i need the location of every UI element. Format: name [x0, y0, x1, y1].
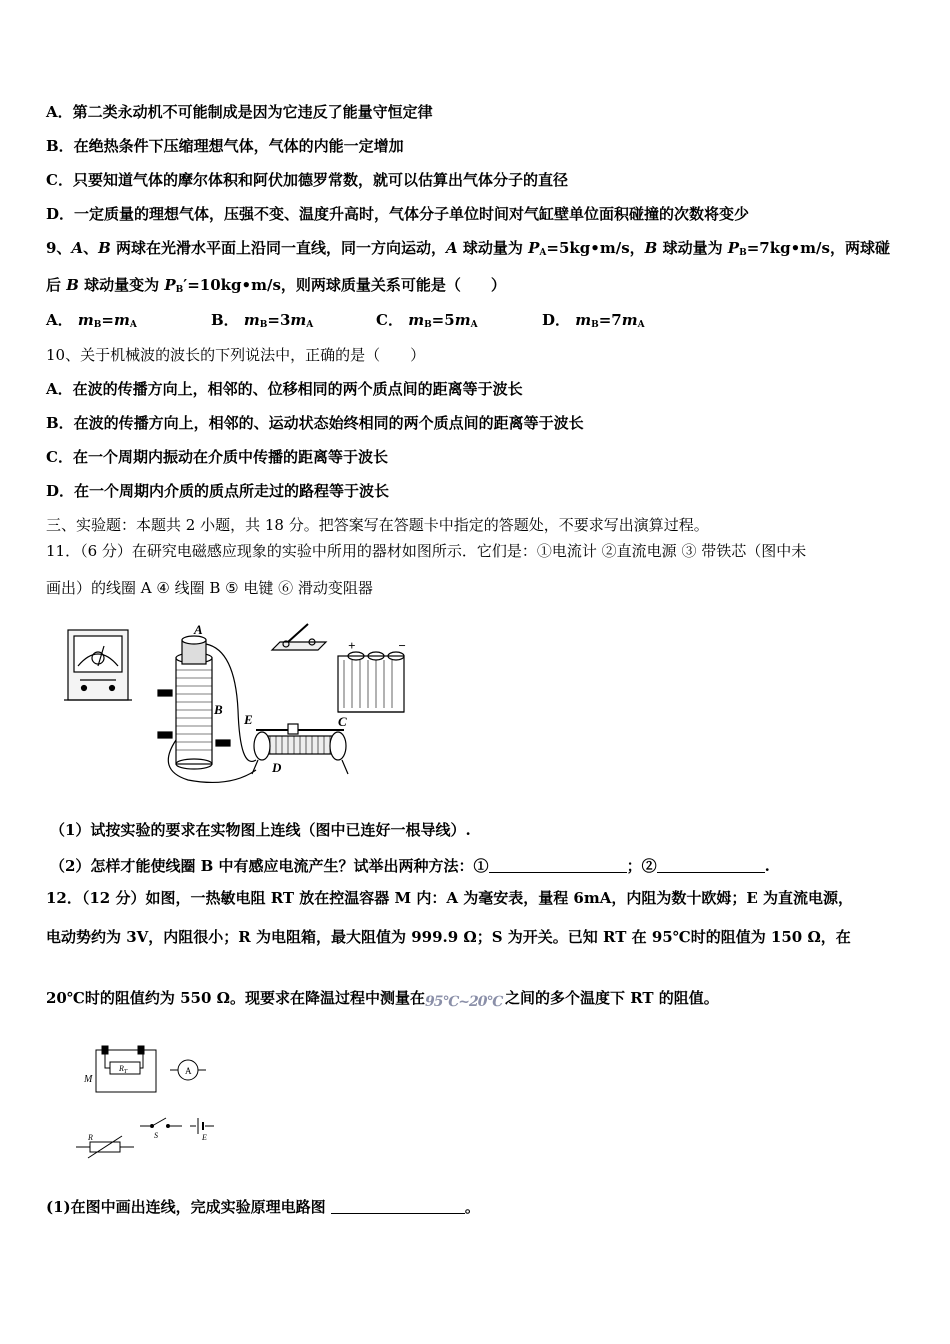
label-m: M	[84, 1074, 93, 1085]
q11-sub1: （1）试按实验的要求在实物图上连线（图中已连好一根导线）.	[50, 821, 471, 839]
q11-apparatus-figure	[60, 620, 420, 790]
mass-sub: A	[470, 320, 478, 330]
q9-ball-a-2: A	[446, 239, 458, 257]
q11-stem-line1: 11．（6 分）在研究电磁感应现象的实验中所用的器材如图所示．它们是：①电流计 ②直流电源 ③ 带铁芯（图中未	[46, 542, 807, 560]
q9-line2-a: 后	[46, 276, 67, 294]
q9-option-c	[376, 310, 542, 335]
q8-option-d: D．一定质量的理想气体，压强不变、温度升高时，气体分子单位时间对气缸壁单位面积碰撞的次数将变少	[46, 205, 750, 223]
label-rt-main: R	[119, 1064, 124, 1073]
label-rt	[118, 1064, 128, 1075]
q9-text-1: 两球在光滑水平面上沿同一直线，同一方向运动，	[110, 239, 447, 257]
q9-stem-line1	[46, 238, 890, 263]
mass-symbol: m	[243, 311, 260, 329]
label-minus: −	[398, 638, 406, 653]
mass-symbol: m	[77, 311, 94, 329]
q9-p-b-final-sub: B	[175, 285, 184, 295]
label-e: E	[202, 1133, 207, 1142]
q9-line2-c: ′=10kg•m/s，则两球质量关系可能是（ ）	[183, 276, 506, 294]
coil-a-b-icon	[158, 636, 256, 782]
q12-sub1-end: 。	[464, 1198, 480, 1216]
mass-symbol: m	[575, 311, 592, 329]
q9-ball-b-2: B	[644, 239, 658, 257]
answer-blank-3[interactable]	[331, 1199, 465, 1214]
battery-icon	[338, 652, 404, 712]
q9-line2-b: 球动量变为	[78, 276, 165, 294]
q12-sub1-text: (1)在图中画出连线，完成实验原理电路图	[46, 1198, 331, 1216]
mass-ratio: =5	[431, 311, 455, 329]
label-rt-sub: T	[123, 1069, 128, 1075]
temperature-range-image: 95℃~20℃	[424, 994, 503, 1010]
mass-symbol: m	[408, 311, 425, 329]
q12-line3-b: 之间的多个温度下 RT 的阻值。	[504, 989, 719, 1007]
q11-stem-line2: 画出）的线圈 A ④ 线圈 B ⑤ 电键 ⑥ 滑动变阻器	[46, 579, 373, 597]
q9-stem-line2	[46, 275, 506, 300]
q9-p-b-final: P	[164, 276, 176, 294]
section-3-heading: 三、实验题：本题共 2 小题，共 18 分。把答案写在答题卡中指定的答题处，不要求写出演算过程。	[46, 516, 709, 534]
option-label: D．	[542, 311, 571, 329]
label-plus: +	[348, 638, 356, 653]
galvanometer-icon	[64, 630, 132, 700]
q10-stem: 10、关于机械波的波长的下列说法中，正确的是（ ）	[46, 346, 426, 364]
q9-options-row	[46, 310, 645, 335]
label-b: B	[214, 702, 223, 717]
q9-p-a: P	[528, 239, 540, 257]
q9-ball-b-3: B	[66, 276, 79, 294]
q10-option-c: C．在一个周期内振动在介质中传播的距离等于波长	[46, 448, 388, 466]
answer-blank-1[interactable]	[489, 858, 627, 873]
mass-ratio: =	[101, 311, 114, 329]
q12-stem-line2: 电动势约为 3V，内阻很小；R 为电阻箱，最大阻值为 999.9 Ω；S 为开关。已知 RT 在 95℃时的阻值为 150 Ω，在	[46, 928, 851, 946]
mass-ratio: =3	[267, 311, 291, 329]
mass-symbol: m	[621, 311, 638, 329]
option-label: A．	[46, 311, 73, 329]
mass-sub: B	[259, 320, 268, 330]
q9-text-5: =7kg•m/s，两球碰	[746, 239, 890, 257]
q11-sub2	[50, 856, 770, 876]
mass-sub: B	[591, 320, 599, 330]
answer-blank-2[interactable]	[657, 858, 765, 873]
mass-sub: A	[637, 320, 645, 330]
q9-text-3: =5kg•m/s，	[546, 239, 645, 257]
q12-stem-line1: 12．（12 分）如图，一热敏电阻 RT 放在控温容器 M 内：A 为毫安表，量程 6mA，内阻为数十欧姆；E 为直流电源，	[46, 889, 854, 907]
q10-option-d: D．在一个周期内介质的质点所走过的路程等于波长	[46, 482, 390, 500]
q9-p-b: P	[727, 239, 740, 257]
q11-sub2-end: .	[764, 857, 770, 875]
q9-ball-a: A	[71, 239, 84, 257]
option-label: C．	[376, 311, 403, 329]
q8-option-c: C．只要知道气体的摩尔体积和阿伏加德罗常数，就可以估算出气体分子的直径	[46, 171, 568, 189]
switch-icon	[272, 624, 326, 650]
q9-option-a	[46, 310, 211, 335]
mass-sub: B	[424, 320, 432, 330]
q9-sep: 、	[83, 239, 99, 257]
mass-sub: B	[93, 320, 102, 330]
q12-stem-line3	[46, 988, 719, 1010]
q9-text-2: 球动量为	[457, 239, 529, 257]
q9-option-b	[211, 310, 376, 335]
label-d: D	[272, 760, 282, 775]
rheostat-icon	[252, 724, 348, 774]
label-c: C	[338, 714, 347, 729]
q10-option-a: A．在波的传播方向上，相邻的、位移相同的两个质点间的距离等于波长	[46, 380, 523, 398]
q8-option-a: A．第二类永动机不可能制成是因为它违反了能量守恒定律	[46, 103, 433, 121]
mass-symbol: m	[113, 311, 130, 329]
mass-symbol: m	[290, 311, 307, 329]
q12-sub1	[46, 1197, 480, 1217]
q9-option-d	[542, 310, 645, 335]
label-ammeter: A	[185, 1066, 192, 1076]
q12-line3-a: 20℃时的阻值约为 550 Ω。现要求在降温过程中测量在	[46, 989, 425, 1007]
label-s: S	[154, 1131, 158, 1140]
label-a: A	[194, 622, 203, 637]
q9-number: 9、	[46, 239, 72, 257]
q11-sub2-sep: ；②	[626, 857, 657, 875]
q12-circuit-figure	[70, 1040, 230, 1165]
mass-sub: A	[306, 320, 314, 330]
q9-p-a-sub: A	[539, 248, 547, 258]
label-e: E	[244, 712, 253, 727]
mass-sub: A	[129, 320, 137, 330]
q10-option-b: B．在波的传播方向上，相邻的、运动状态始终相同的两个质点间的距离等于波长	[46, 414, 584, 432]
q8-option-b: B．在绝热条件下压缩理想气体，气体的内能一定增加	[46, 137, 404, 155]
q11-sub2-text: （2）怎样才能使线圈 B 中有感应电流产生？试举出两种方法：①	[50, 857, 489, 875]
option-label: B．	[211, 311, 239, 329]
q9-ball-b: B	[98, 239, 111, 257]
mass-symbol: m	[454, 311, 471, 329]
switch-icon	[152, 1118, 166, 1126]
q9-text-4: 球动量为	[657, 239, 728, 257]
mass-ratio: =7	[598, 311, 622, 329]
q9-p-b-sub: B	[739, 248, 747, 258]
label-r: R	[88, 1133, 93, 1142]
